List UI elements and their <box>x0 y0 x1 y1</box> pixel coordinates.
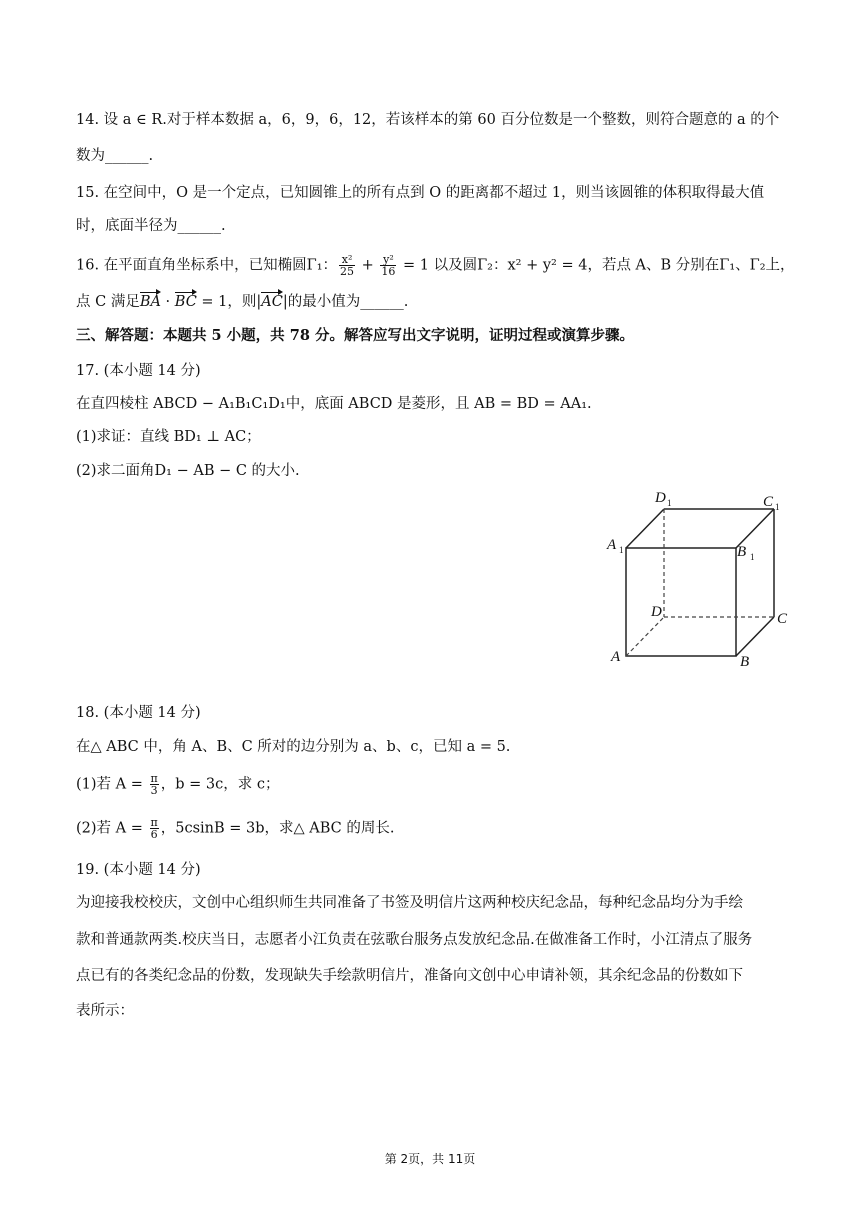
q18-stem: 在△ ABC 中，角 A、B、C 所对的边分别为 a、b、c，已知 a = 5. <box>76 739 511 755</box>
q17-stem: 在直四棱柱 ABCD − A₁B₁C₁D₁中，底面 ABCD 是菱形，且 AB = BD = AA₁. <box>76 396 592 412</box>
label-a1: A <box>607 537 617 553</box>
q18-p1-b: ，b = 3c，求 c； <box>160 776 280 793</box>
q18-header: 18. (本小题 14 分) <box>76 705 201 721</box>
label-a: A <box>611 649 621 665</box>
q15-line1: 15. 在空间中，O 是一个定点，已知圆锥上的所有点到 O 的距离都不超过 1，则当该圆锥的体积取得最大值 <box>76 185 765 201</box>
frac-pi-3 <box>150 773 159 796</box>
frac-pi6-den: 6 <box>150 828 158 841</box>
edge-b-c <box>736 617 774 656</box>
label-b1-sub: 1 <box>750 552 755 562</box>
q19-line4: 表所示： <box>76 1003 134 1019</box>
label-b: B <box>740 654 750 670</box>
vector-ba: BA <box>139 294 161 310</box>
vector-ac: AC <box>261 294 283 310</box>
frac-y-den: 16 <box>381 265 396 278</box>
section-heading: 三、解答题：本题共 5 小题，共 78 分。解答应写出文字说明，证明过程或演算步骤。 <box>76 327 634 344</box>
frac-x-den: 25 <box>340 265 355 278</box>
q17-part1: (1)求证：直线 BD₁ ⊥ AC； <box>76 429 261 445</box>
frac-y-num: y² <box>380 254 396 266</box>
label-b1: B <box>737 544 747 560</box>
label-c1: C <box>763 494 774 510</box>
frac-pi6-num: π <box>150 816 158 829</box>
q16-text-a: 16. 在平面直角坐标系中，已知椭圆Γ₁： <box>76 257 338 274</box>
q19-line1: 为迎接我校校庆，文创中心组织师生共同准备了书签及明信片这两种校庆纪念品，每种纪念品均分为手绘 <box>76 895 743 911</box>
q16-line2-a: 点 C 满足 <box>76 294 140 310</box>
q17-part2: (2)求二面角D₁ − AB − C 的大小. <box>76 463 300 479</box>
q17-header: 17. (本小题 14 分) <box>76 363 201 379</box>
q18-p1-a: (1)若 A = <box>76 776 148 793</box>
plus-sign: + <box>357 257 379 274</box>
q19-line3: 点已有的各类纪念品的份数，发现缺失手绘款明信片，准备向文创中心申请补领，其余纪念品的份数如下 <box>76 968 743 984</box>
label-d: D <box>651 604 662 620</box>
frac-pi3-num: π <box>150 772 158 785</box>
frac-pi-6 <box>150 817 159 840</box>
label-d1-sub: 1 <box>667 498 672 508</box>
label-c: C <box>777 611 788 627</box>
q19-header: 19. (本小题 14 分) <box>76 862 201 878</box>
q18-part1 <box>76 773 279 796</box>
ellipse-frac-x <box>339 254 355 277</box>
q18-p2-b: ，5csinB = 3b，求△ ABC 的周长. <box>160 820 395 837</box>
q15-line2: 时，底面半径为______. <box>76 218 226 234</box>
label-d1: D <box>655 490 666 506</box>
label-a1-sub: 1 <box>619 545 624 555</box>
hidden-edge-a-d <box>626 617 664 656</box>
prism-figure <box>598 480 798 670</box>
q16-line2-c: |的最小值为______. <box>282 294 409 310</box>
dot-sign: · <box>160 294 175 310</box>
q18-part2 <box>76 817 395 840</box>
q14-line1: 14. 设 a ∈ R.对于样本数据 a，6，9，6，12，若该样本的第 60 百分位数是一个整数，则符合题意的 a 的个 <box>76 112 780 128</box>
edge-b1-c1 <box>736 509 774 548</box>
edge-a1-d1 <box>626 509 664 548</box>
q16-text-b: = 1 以及圆Γ₂：x² + y² = 4，若点 A、B 分别在Γ₁、Γ₂上， <box>398 257 795 274</box>
label-c1-sub: 1 <box>775 502 780 512</box>
q16-line2 <box>76 292 408 312</box>
q14-line2: 数为______. <box>76 148 154 164</box>
q16-line1 <box>76 254 795 277</box>
ellipse-frac-y <box>380 254 396 277</box>
q16-line2-b: = 1，则| <box>196 294 262 310</box>
q18-p2-a: (2)若 A = <box>76 820 148 837</box>
frac-x-num: x² <box>339 254 355 266</box>
q19-line2: 款和普通款两类.校庆当日，志愿者小江负责在弦歌台服务点发放纪念品.在做准备工作时，小江清点了服务 <box>76 932 753 948</box>
page-footer: 第 2页，共 11页 <box>384 1152 476 1166</box>
vector-bc: BC <box>174 294 197 310</box>
frac-pi3-den: 3 <box>150 784 158 797</box>
